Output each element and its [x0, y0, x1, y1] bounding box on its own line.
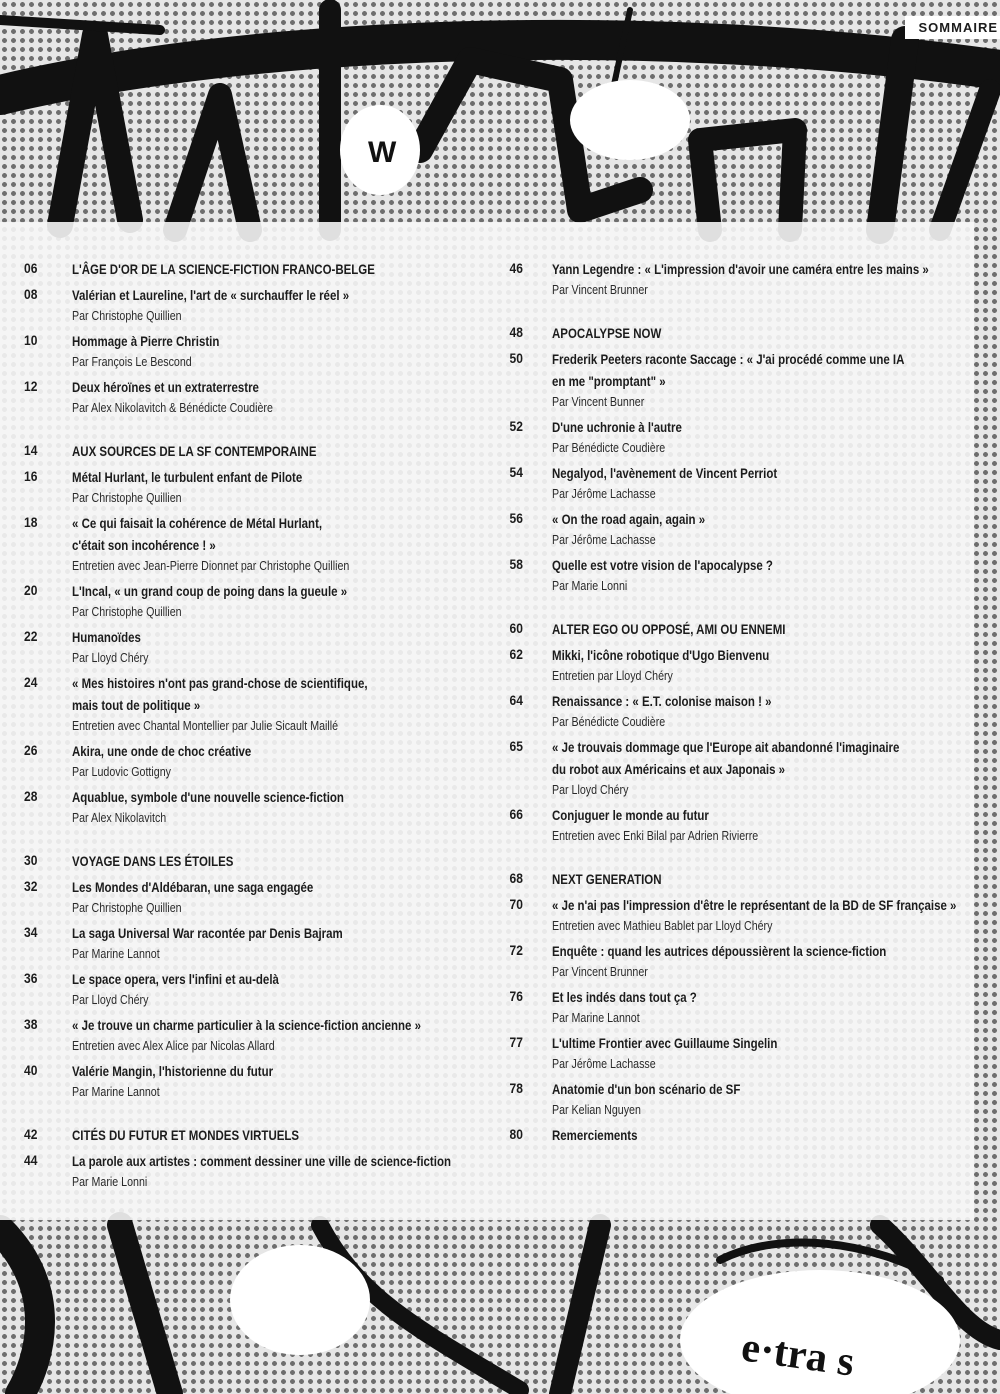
toc-entry — [504, 462, 974, 504]
article-title: Humanoïdes — [72, 629, 141, 645]
article-title: Deux héroïnes et un extraterrestre — [72, 379, 259, 395]
article-title: L'Incal, « un grand coup de poing dans la gueule » — [72, 583, 348, 599]
page-number: 26 — [24, 742, 38, 758]
article-title: Renaissance : « E.T. colonise maison ! » — [552, 693, 772, 709]
article-author: Par François Le Bescond — [72, 354, 192, 369]
article-author: Par Alex Nikolavitch — [72, 810, 167, 825]
page-number: 20 — [24, 582, 38, 598]
page-number: 10 — [24, 332, 38, 348]
article-author: Par Christophe Quillien — [72, 490, 182, 505]
section-title: NEXT GENERATION — [552, 871, 662, 887]
article-title: La parole aux artistes : comment dessiner une ville de science-fiction — [72, 1153, 451, 1169]
article-title: « Je trouvais dommage que l'Europe ait abandonné l'imaginaire — [552, 739, 900, 755]
article-author: Entretien avec Alex Alice par Nicolas Allard — [72, 1038, 275, 1053]
page-number: 40 — [24, 1062, 38, 1078]
article-author: Par Lloyd Chéry — [552, 782, 629, 797]
article-title: Akira, une onde de choc créative — [72, 743, 252, 759]
article-author: Par Christophe Quillien — [72, 604, 182, 619]
article-title: Anatomie d'un bon scénario de SF — [552, 1081, 741, 1097]
page-number: 12 — [24, 378, 38, 394]
page-number: 62 — [509, 646, 523, 662]
contents-left-column — [24, 258, 484, 1192]
page-number: 16 — [24, 468, 38, 484]
page-number: 32 — [24, 878, 38, 894]
article-author: Par Ludovic Gottigny — [72, 764, 171, 779]
section-title: VOYAGE DANS LES ÉTOILES — [72, 853, 234, 869]
article-title: Conjuguer le monde au futur — [552, 807, 709, 823]
section-heading — [504, 618, 974, 640]
page-number: 18 — [24, 514, 38, 530]
page-number: 78 — [509, 1080, 523, 1096]
page-number: 70 — [509, 896, 523, 912]
section-title: CITÉS DU FUTUR ET MONDES VIRTUELS — [72, 1127, 300, 1143]
page-number: 14 — [24, 442, 38, 458]
page-number: 68 — [509, 870, 523, 886]
toc-entry — [24, 922, 484, 964]
toc-entry — [504, 1124, 974, 1146]
toc-entry — [504, 1032, 974, 1074]
article-title: Le space opera, vers l'infini et au-delà — [72, 971, 279, 987]
article-title: Frederik Peeters raconte Saccage : « J'ai procédé comme une IA — [552, 351, 905, 367]
toc-entry — [504, 986, 974, 1028]
article-title: « Ce qui faisait la cohérence de Métal Hurlant, — [72, 515, 323, 531]
article-title: Les Mondes d'Aldébaran, une saga engagée — [72, 879, 314, 895]
toc-entry — [504, 508, 974, 550]
article-author: Par Marine Lannot — [552, 1010, 640, 1025]
article-author: Entretien par Lloyd Chéry — [552, 668, 673, 683]
page-number: 56 — [509, 510, 523, 526]
article-author: Entretien avec Mathieu Bablet par Lloyd Chéry — [552, 918, 773, 933]
page-number: 42 — [24, 1126, 38, 1142]
article-title: « On the road again, again » — [552, 511, 706, 527]
page-number: 52 — [509, 418, 523, 434]
article-author: Par Jérôme Lachasse — [552, 1056, 656, 1071]
toc-entry — [504, 1078, 974, 1120]
article-author: Par Alex Nikolavitch & Bénédicte Coudière — [72, 400, 273, 415]
article-author: Par Marie Lonni — [552, 578, 628, 593]
toc-entry — [24, 968, 484, 1010]
page-number: 72 — [509, 942, 523, 958]
article-title: « Mes histoires n'ont pas grand-chose de scientifique, — [72, 675, 368, 691]
page-number: 30 — [24, 852, 38, 868]
article-author: Par Jérôme Lachasse — [552, 532, 656, 547]
toc-entry — [504, 804, 974, 846]
article-author: Par Marine Lannot — [72, 1084, 160, 1099]
comic-text: e·tra s — [738, 1324, 858, 1386]
article-title-continued: en me "promptant" » — [552, 373, 666, 389]
article-title: Negalyod, l'avènement de Vincent Perriot — [552, 465, 778, 481]
article-title: Remerciements — [552, 1127, 638, 1143]
section-title: ALTER EGO OU OPPOSÉ, AMI OU ENNEMI — [552, 621, 786, 637]
page-number: 80 — [509, 1126, 523, 1142]
article-author: Par Kelian Nguyen — [552, 1102, 641, 1117]
article-title: Valérian et Laureline, l'art de « surchauffer le réel » — [72, 287, 350, 303]
page-number: 36 — [24, 970, 38, 986]
section-heading — [24, 440, 484, 462]
section-heading — [24, 258, 484, 280]
article-title: « Je n'ai pas l'impression d'être le représentant de la BD de SF française » — [552, 897, 957, 913]
page-number: 44 — [24, 1152, 38, 1168]
article-author: Par Lloyd Chéry — [72, 650, 149, 665]
section-heading — [24, 850, 484, 872]
section-heading — [504, 322, 974, 344]
toc-entry — [504, 348, 974, 412]
page-number: 38 — [24, 1016, 38, 1032]
article-author: Par Bénédicte Coudière — [552, 714, 666, 729]
page-number: 65 — [509, 738, 523, 754]
article-title: D'une uchronie à l'autre — [552, 419, 682, 435]
article-author: Par Vincent Bunner — [552, 394, 645, 409]
article-title: Enquête : quand les autrices dépoussièrent la science-fiction — [552, 943, 887, 959]
article-title: Quelle est votre vision de l'apocalypse ? — [552, 557, 773, 573]
page-number: 48 — [509, 324, 523, 340]
section-heading — [24, 1124, 484, 1146]
toc-entry — [24, 1150, 484, 1192]
page-number: 60 — [509, 620, 523, 636]
page-number: 34 — [24, 924, 38, 940]
toc-entry — [24, 284, 484, 326]
article-author: Par Vincent Brunner — [552, 282, 648, 297]
article-title: Mikki, l'icône robotique d'Ugo Bienvenu — [552, 647, 770, 663]
toc-entry — [24, 466, 484, 508]
page-number: 06 — [24, 260, 38, 276]
page-header-label: SOMMAIRE — [905, 16, 1000, 39]
page-number: 54 — [509, 464, 523, 480]
page-number: 66 — [509, 806, 523, 822]
page-number: 50 — [509, 350, 523, 366]
toc-entry — [24, 330, 484, 372]
article-title: Métal Hurlant, le turbulent enfant de Pilote — [72, 469, 303, 485]
article-author: Entretien avec Enki Bilal par Adrien Rivierre — [552, 828, 759, 843]
article-title: Hommage à Pierre Christin — [72, 333, 220, 349]
toc-entry — [504, 940, 974, 982]
article-title: Valérie Mangin, l'historienne du futur — [72, 1063, 274, 1079]
article-author: Par Marine Lannot — [72, 946, 160, 961]
article-author: Par Christophe Quillien — [72, 308, 182, 323]
article-author: Par Bénédicte Coudière — [552, 440, 666, 455]
toc-entry — [24, 740, 484, 782]
article-title: Aquablue, symbole d'une nouvelle science-fiction — [72, 789, 344, 805]
toc-entry — [24, 876, 484, 918]
article-title-continued: c'était son incohérence ! » — [72, 537, 216, 553]
toc-entry — [24, 626, 484, 668]
article-title: L'ultime Frontier avec Guillaume Singelin — [552, 1035, 778, 1051]
toc-entry — [24, 512, 484, 576]
article-author: Par Christophe Quillien — [72, 900, 182, 915]
page-number: 24 — [24, 674, 38, 690]
article-title-continued: mais tout de politique » — [72, 697, 201, 713]
article-author: Par Jérôme Lachasse — [552, 486, 656, 501]
page-number: 77 — [509, 1034, 523, 1050]
toc-entry — [504, 644, 974, 686]
toc-entry — [24, 1060, 484, 1102]
page-number: 28 — [24, 788, 38, 804]
toc-entry — [504, 416, 974, 458]
page-number: 08 — [24, 286, 38, 302]
article-title-continued: du robot aux Américains et aux Japonais » — [552, 761, 786, 777]
article-author: Entretien avec Chantal Montellier par Julie Sicault Maillé — [72, 718, 339, 733]
toc-entry — [504, 258, 974, 300]
toc-entry — [24, 1014, 484, 1056]
article-title: « Je trouve un charme particulier à la science-fiction ancienne » — [72, 1017, 421, 1033]
section-title: APOCALYPSE NOW — [552, 325, 662, 341]
contents-right-column — [504, 258, 974, 1146]
article-author: Par Lloyd Chéry — [72, 992, 149, 1007]
article-title: Yann Legendre : « L'impression d'avoir une caméra entre les mains » — [552, 261, 929, 277]
toc-entry — [24, 672, 484, 736]
article-author: Par Vincent Brunner — [552, 964, 648, 979]
toc-entry — [504, 736, 974, 800]
article-author: Par Marie Lonni — [72, 1174, 148, 1189]
toc-entry — [504, 690, 974, 732]
page-number: 76 — [509, 988, 523, 1004]
toc-entry — [24, 580, 484, 622]
section-title: AUX SOURCES DE LA SF CONTEMPORAINE — [72, 443, 317, 459]
article-title: La saga Universal War racontée par Denis Bajram — [72, 925, 343, 941]
section-heading — [504, 868, 974, 890]
toc-entry — [504, 894, 974, 936]
toc-entry — [504, 554, 974, 596]
section-title: L'ÂGE D'OR DE LA SCIENCE-FICTION FRANCO-BELGE — [72, 261, 375, 277]
page-number: 22 — [24, 628, 38, 644]
page-number: 64 — [509, 692, 523, 708]
page-number: 46 — [509, 260, 523, 276]
article-author: Entretien avec Jean-Pierre Dionnet par Christophe Quillien — [72, 558, 350, 573]
page-number: 58 — [509, 556, 523, 572]
article-title: Et les indés dans tout ça ? — [552, 989, 697, 1005]
toc-entry — [24, 786, 484, 828]
comic-letter-w: W — [368, 136, 397, 169]
toc-entry — [24, 376, 484, 418]
